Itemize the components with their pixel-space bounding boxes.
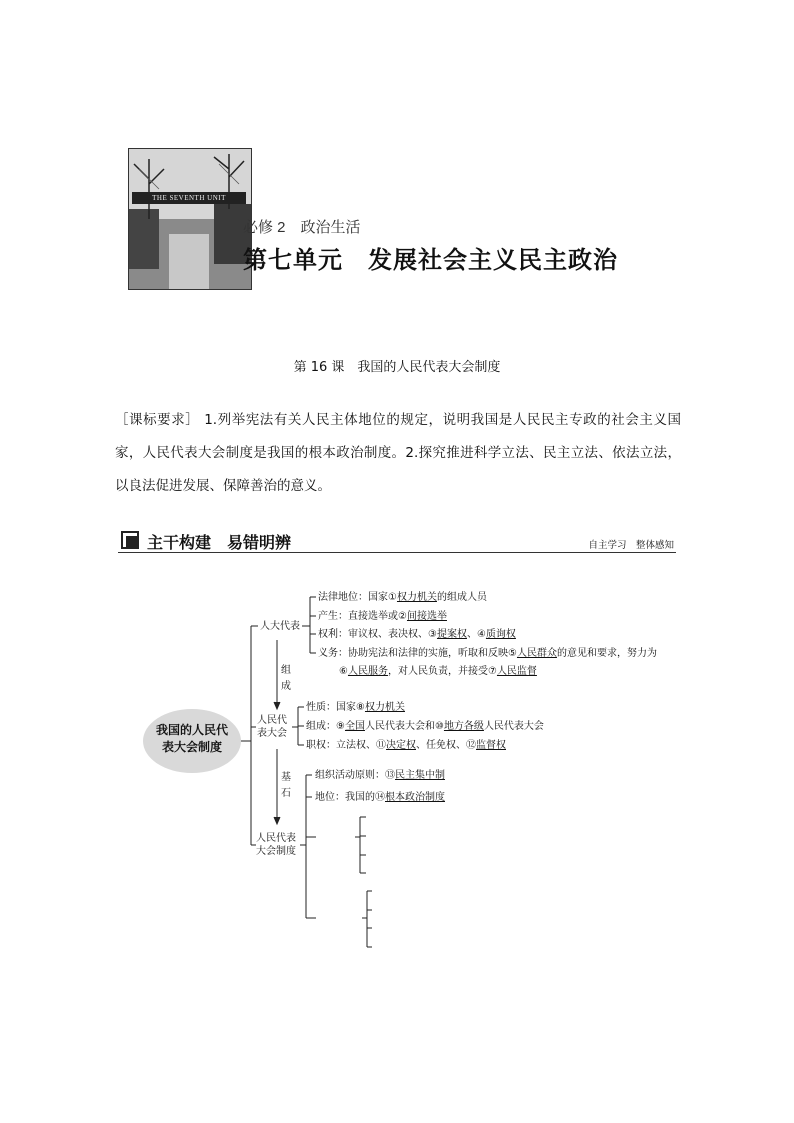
root-node-label [143,722,241,756]
deputies-election: 产生：直接选举或②间接选举 [318,611,447,622]
system-status: 地位：我国的⑭根本政治制度 [315,792,445,803]
node-npc: 人民代 表大会 [257,715,287,739]
system-principle: 组织活动原则：⑬民主集中制 [315,770,445,781]
npc-composition: 组成：⑨全国人民代表大会和⑩地方各级人民代表大会 [306,721,544,732]
npc-powers: 职权：立法权、⑪决定权、任免权、⑫监督权 [306,740,506,751]
link-foundation: 基石 [281,772,291,799]
lesson-title: 第 16 课 我国的人民代表大会制度 [293,360,501,375]
section-title: 主干构建 易错明辨 [147,533,292,552]
deputies-legal-status: 法律地位：国家①权力机关的组成人员 [318,592,487,603]
deputies-rights: 权利：审议权、表决权、③提案权、④质询权 [318,629,516,640]
photo-caption: THE SEVENTH UNIT [132,192,246,204]
root-label-line1: 我国的人民代 [155,723,228,737]
node-npc-system: 人民代表 大会制度 [256,833,296,857]
curriculum-requirements: ［课标要求］ 1.列举宪法有关人民主体地位的规定，说明我国是人民民主专政的社会主义国家，人民代表大会制度是我国的根本政治制度。2.探究推进科学立法、民主立法、依法立法，以良法促进发展、保障善治的意义。 [115,412,681,494]
deputies-duties: 义务：协助宪法和法律的实施，听取和反映⑤人民群众的意见和要求，努力为 [318,648,657,659]
deputies-duties-cont: ⑥人民服务，对人民负责，并接受⑦人民监督 [339,666,537,677]
npc-nature: 性质：国家⑧权力机关 [306,702,405,713]
subject-label: 必修 2 政治生活 [243,219,361,236]
section-subtitle: 自主学习 整体感知 [588,540,674,551]
unit-title: 第七单元 发展社会主义民主政治 [243,246,618,274]
root-label-line2: 表大会制度 [161,740,222,754]
link-compose: 组成 [281,665,291,692]
node-deputies: 人大代表 [260,621,300,632]
